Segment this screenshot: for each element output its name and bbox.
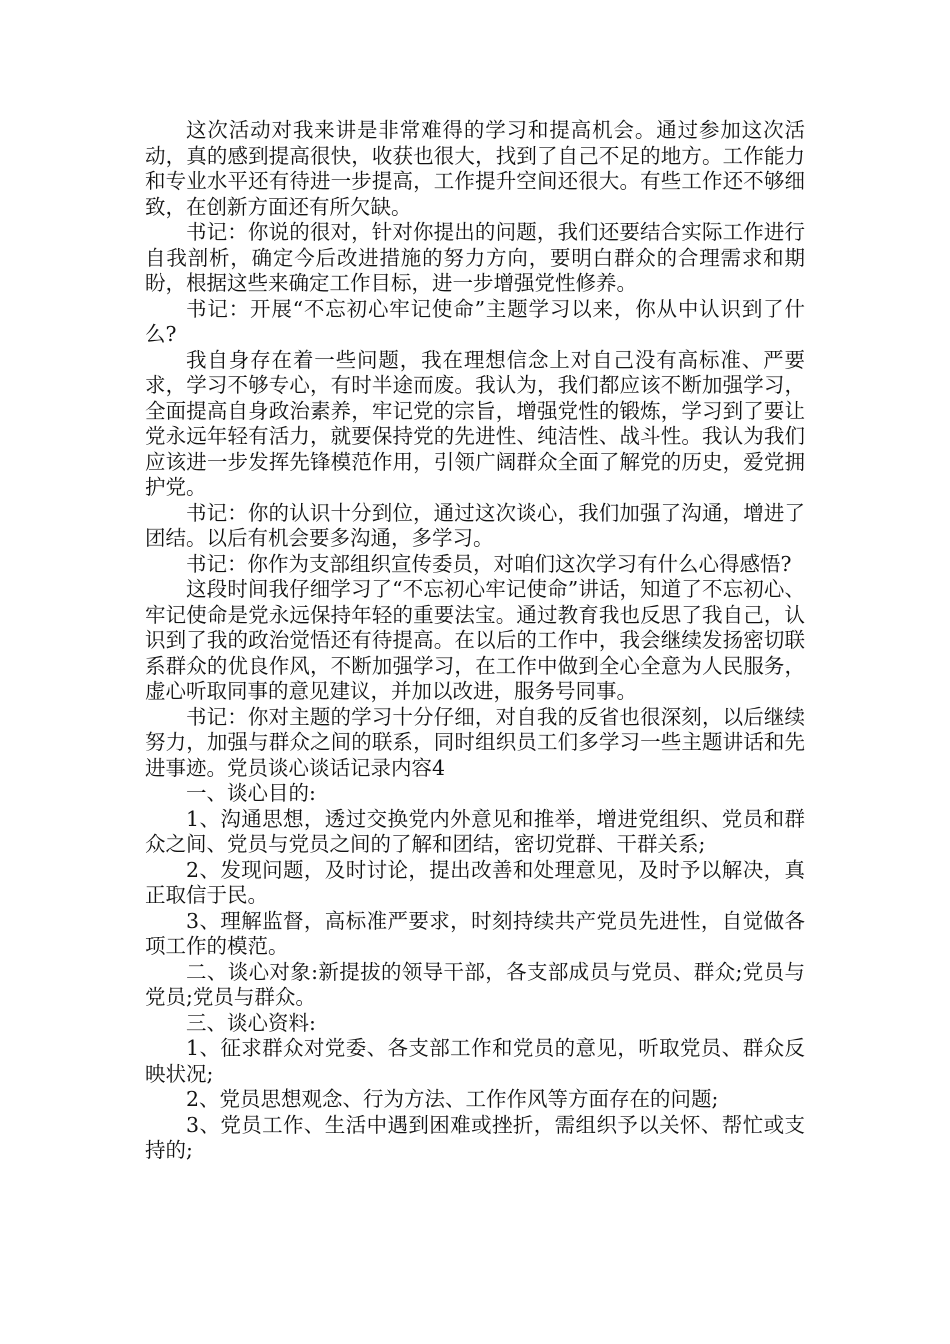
list-item: 2、党员思想观念、行为方法、工作作风等方面存在的问题;: [186, 1087, 719, 1111]
list-item: 3、理解监督，高标准严要求，时刻持续共产党员先进性，自觉做各项工作的模范。: [145, 908, 805, 958]
list-item: 2、发现问题，及时讨论，提出改善和处理意见，及时予以解决，真正取信于民。: [145, 857, 805, 907]
paragraph: 书记：你的认识十分到位，通过这次谈心，我们加强了沟通，增进了团结。以后有机会要多沟通，多学习。: [145, 500, 805, 550]
paragraph: 书记：开展“不忘初心牢记使命”主题学习以来，你从中认识到了什么?: [145, 296, 805, 346]
section-heading: 一、谈心目的:: [186, 781, 316, 805]
list-item: 1、沟通思想，透过交换党内外意见和推举，增进党组织、党员和群众之间、党员与党员之间的了解和团结，密切党群、干群关系;: [145, 806, 805, 856]
paragraph: 这段时间我仔细学习了“不忘初心牢记使命”讲话，知道了不忘初心、牢记使命是党永远保持年轻的重要法宝。通过教育我也反思了我自己，认识到了我的政治觉悟还有待提高。在以后的工作中，我会继续发扬密切联系群众的优良作风，不断加强学习，在工作中做到全心全意为人民服务，虚心听取同事的意见建议，并加以改进，服务号同事。: [145, 577, 805, 703]
document-body: [145, 118, 805, 1164]
paragraph: 书记：你作为支部组织宣传委员，对咱们这次学习有什么心得感悟?: [186, 551, 792, 576]
list-item: 3、党员工作、生活中遇到困难或挫折，需组织予以关怀、帮忙或支持的;: [145, 1112, 805, 1162]
paragraph: 书记：你说的很对，针对你提出的问题，我们还要结合实际工作进行自我剖析，确定今后改进措施的努力方向，要明白群众的合理需求和期盼，根据这些来确定工作目标，进一步增强党性修养。: [145, 220, 805, 295]
list-item: 1、征求群众对党委、各支部工作和党员的意见，听取党员、群众反映状况;: [145, 1036, 805, 1086]
section-heading: 三、谈心资料:: [186, 1010, 316, 1035]
section-heading: 二、谈心对象:新提拔的领导干部，各支部成员与党员、群众;党员与党员;党员与群众。: [145, 959, 805, 1009]
paragraph: 书记：你对主题的学习十分仔细，对自我的反省也很深刻，以后继续努力，加强与群众之间的联系，同时组织员工们多学习一些主题讲话和先进事迹。党员谈心谈话记录内容4: [145, 704, 805, 780]
paragraph: 这次活动对我来讲是非常难得的学习和提高机会。通过参加这次活动，真的感到提高很快，收获也很大，找到了自己不足的地方。工作能力和专业水平还有待进一步提高，工作提升空间还很大。有些工作还不够细致，在创新方面还有所欠缺。: [145, 118, 805, 219]
paragraph: 我自身存在着一些问题，我在理想信念上对自己没有高标准、严要求，学习不够专心，有时半途而废。我认为，我们都应该不断加强学习，全面提高自身政治素养，牢记党的宗旨，增强党性的锻炼，学习到了要让党永远年轻有活力，就要保持党的先进性、纯洁性、战斗性。我认为我们应该进一步发挥先锋模范作用，引领广阔群众全面了解党的历史，爱党拥护党。: [145, 347, 805, 499]
